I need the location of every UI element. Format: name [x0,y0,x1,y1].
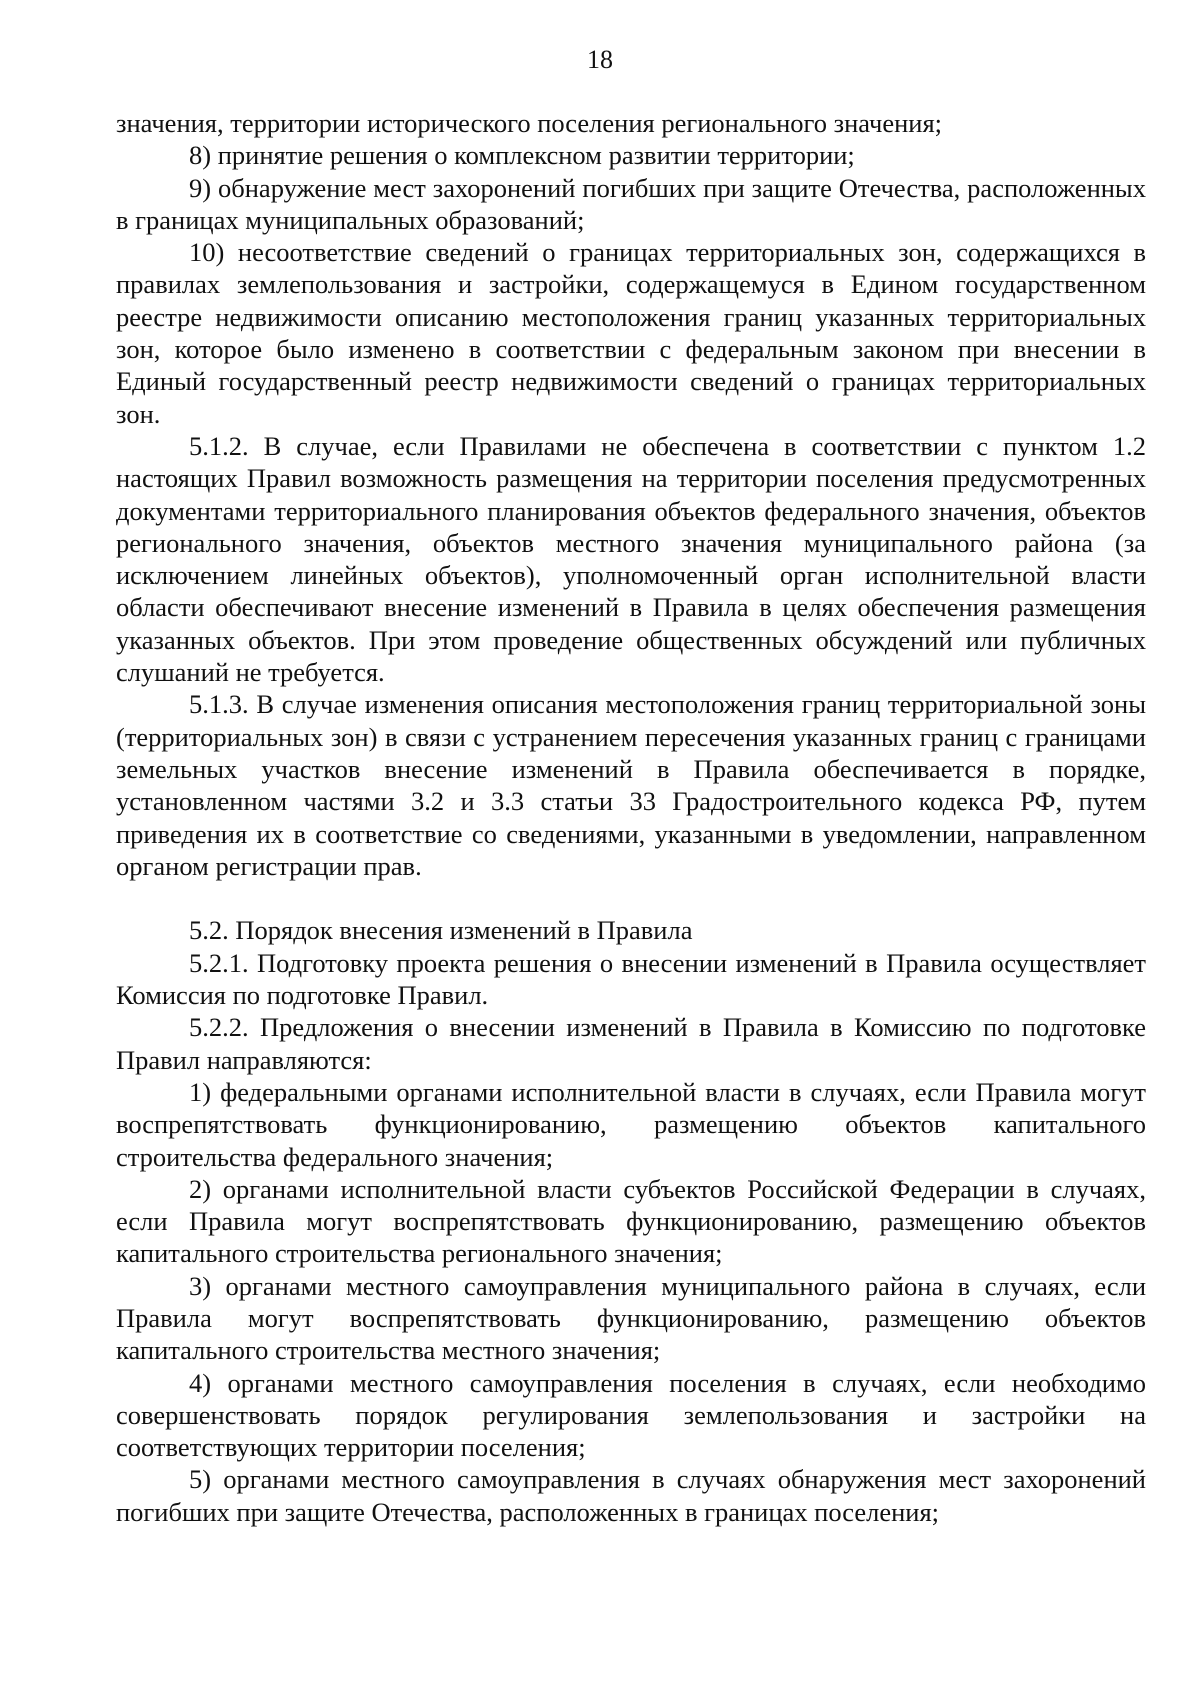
clause-5-1-3: 5.1.3. В случае изменения описания местоположения границ территориальной зоны (территориальных зон) в связи с устранением пересечения указанных границ с границами земельных участков внесение изменений в Правила обеспечивается в порядке, установленном частями 3.2 и 3.3 статьи 33 Градостроительного кодекса РФ, путем приведения их в соответствие со сведениями, указанными в уведомлении, направленном органом регистрации прав. [116,689,1146,881]
list-item-10: 10) несоответствие сведений о границах территориальных зон, содержащихся в правилах землепользования и застройки, содержащемуся в Едином государственном реестре недвижимости описанию местоположения границ указанных территориальных зон, которое было изменено в соответствии с федеральным законом при внесении в Единый государственный реестр недвижимости сведений о границах территориальных зон. [116,237,1146,429]
sublist-item-1: 1) федеральными органами исполнительной власти в случаях, если Правила могут воспрепятствовать функционированию, размещению объектов капитального строительства федерального значения; [116,1076,1146,1172]
list-item-8: 8) принятие решения о комплексном развитии территории; [189,140,855,171]
sublist-item-3: 3) органами местного самоуправления муниципального района в случаях, если Правила могут воспрепятствовать функционированию, размещению объектов капитального строительства местного значения; [116,1270,1146,1366]
section-heading-5-2: 5.2. Порядок внесения изменений в Правила [189,915,693,946]
page-number: 18 [587,45,613,74]
sublist-item-4: 4) органами местного самоуправления поселения в случаях, если необходимо совершенствовать порядок регулирования землепользования и застройки на соответствующих территории поселения; [116,1367,1146,1463]
clause-5-1-2: 5.1.2. В случае, если Правилами не обеспечена в соответствии с пунктом 1.2 настоящих Правил возможность размещения на территории поселения предусмотренных документами территориального планирования объектов федерального значения, объектов регионального значения, объектов местного значения муниципального района (за исключением линейных объектов), уполномоченный орган исполнительной власти области обеспечивают внесение изменений в Правила в целях обеспечения размещения указанных объектов. При этом проведение общественных обсуждений или публичных слушаний не требуется. [116,430,1146,688]
list-item-9: 9) обнаружение мест захоронений погибших при защите Отечества, расположенных в границах муниципальных образований; [116,172,1146,235]
document-body [116,107,1146,1528]
paragraph-continuation: значения, территории исторического поселения регионального значения; [116,108,942,138]
sublist-item-2: 2) органами исполнительной власти субъектов Российской Федерации в случаях, если Правила могут воспрепятствовать функционированию, размещению объектов капитального строительства регионального значения; [116,1173,1146,1269]
sublist-item-5: 5) органами местного самоуправления в случаях обнаружения мест захоронений погибших при защите Отечества, расположенных в границах поселения; [116,1464,1146,1527]
clause-5-2-2: 5.2.2. Предложения о внесении изменений в Правила в Комиссию по подготовке Правил направляются: [116,1012,1146,1075]
clause-5-2-1: 5.2.1. Подготовку проекта решения о внесении изменений в Правила осуществляет Комиссия по подготовке Правил. [116,947,1146,1011]
